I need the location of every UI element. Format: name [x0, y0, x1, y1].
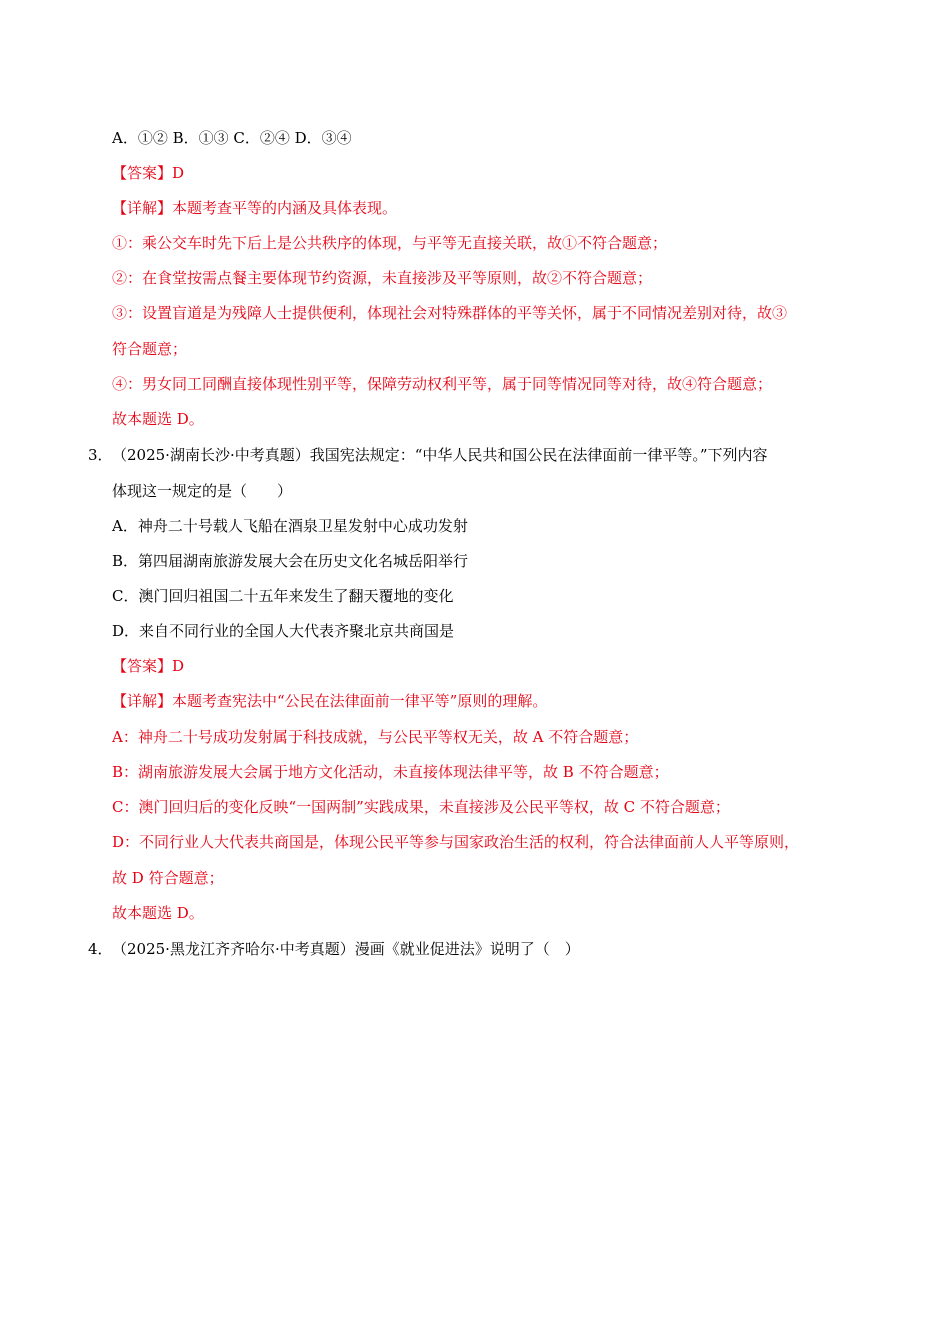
q3-stem-a: （2025·湖南长沙·中考真题）我国宪法规定：“中华人民共和国公民在法律面前一律平等。”下列内容 [112, 446, 768, 464]
q3-option-d: D．来自不同行业的全国人大代表齐聚北京共商国是 [112, 622, 455, 640]
q3-option-c: C．澳门回归祖国二十五年来发生了翻天覆地的变化 [112, 587, 454, 605]
q3-explain-a: A：神舟二十号成功发射属于科技成就，与公民平等权无关，故 A 不符合题意； [112, 728, 639, 746]
q3-stem-b: 体现这一规定的是（ ） [112, 482, 293, 500]
q3-number: 3． [88, 446, 113, 464]
q3-option-b: B．第四届湖南旅游发展大会在历史文化名城岳阳举行 [112, 552, 469, 570]
q3-explain-d-b: 故 D 符合题意； [112, 869, 224, 887]
q3-explain-c: C：澳门回归后的变化反映“一国两制”实践成果，未直接涉及公民平等权，故 C 不符合题意； [112, 798, 730, 816]
q2-answer: 【答案】D [112, 164, 185, 182]
q2-explain-4: ④：男女同工同酬直接体现性别平等，保障劳动权利平等，属于同等情况同等对待，故④符合题意； [112, 375, 773, 393]
q4-stem: （2025·黑龙江齐齐哈尔·中考真题）漫画《就业促进法》说明了（ ） [112, 940, 580, 958]
q2-explain-2: ②：在食堂按需点餐主要体现节约资源，未直接涉及平等原则，故②不符合题意； [112, 269, 653, 287]
q3-detail: 【详解】本题考查宪法中“公民在法律面前一律平等”原则的理解。 [112, 692, 548, 710]
q2-explain-1: ①：乘公交车时先下后上是公共秩序的体现，与平等无直接关联，故①不符合题意； [112, 234, 668, 252]
q3-explain-b: B：湖南旅游发展大会属于地方文化活动，未直接体现法律平等，故 B 不符合题意； [112, 763, 669, 781]
q2-conclusion: 故本题选 D。 [112, 410, 204, 428]
q3-option-a: A．神舟二十号载人飞船在酒泉卫星发射中心成功发射 [112, 517, 468, 535]
q3-explain-d-a: D：不同行业人大代表共商国是，体现公民平等参与国家政治生活的权利，符合法律面前人人平等原则， [112, 833, 800, 851]
q2-explain-3a: ③：设置盲道是为残障人士提供便利，体现社会对特殊群体的平等关怀，属于不同情况差别对待，故③ [112, 304, 788, 322]
q2-detail: 【详解】本题考查平等的内涵及具体表现。 [112, 199, 398, 217]
q3-conclusion: 故本题选 D。 [112, 904, 204, 922]
q2-explain-3b: 符合题意； [112, 340, 188, 358]
q3-answer: 【答案】D [112, 657, 185, 675]
q4-number: 4． [88, 940, 113, 958]
q2-options: A．①② B．①③ C．②④ D．③④ [112, 129, 352, 147]
